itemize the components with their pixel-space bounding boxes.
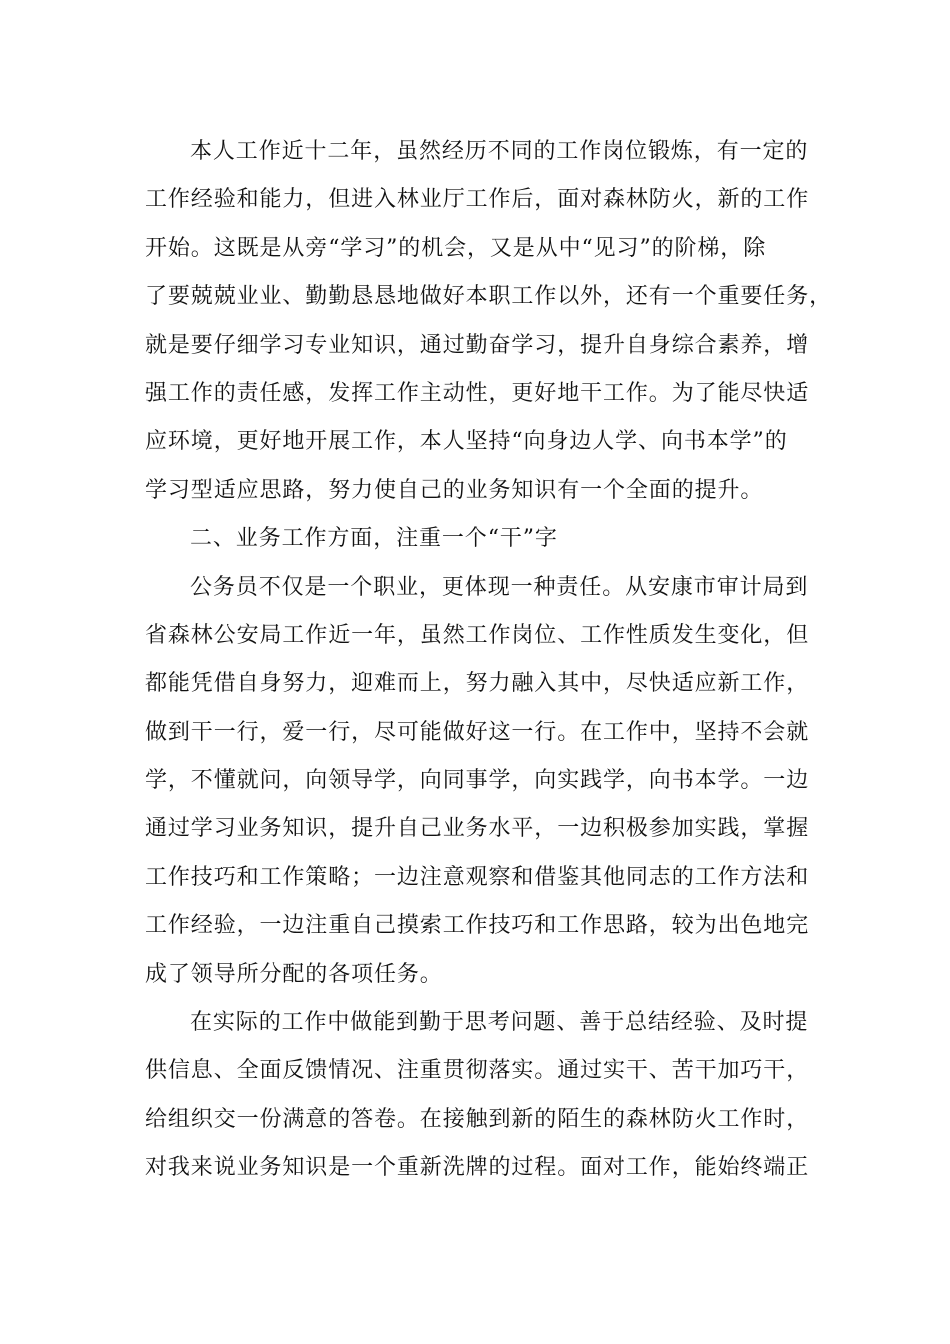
paragraph-1-line-3: 开始。这既是从旁“学习”的机会，又是从中“见习”的阶梯，除 xyxy=(145,235,767,261)
paragraph-2-line-2: 省森林公安局工作近一年，虽然工作岗位、工作性质发生变化，但 xyxy=(145,622,810,648)
paragraph-2-line-6: 通过学习业务知识，提升自己业务水平，一边积极参加实践，掌握 xyxy=(145,816,810,842)
section-heading: 二、业务工作方面，注重一个“干”字 xyxy=(190,526,558,552)
paragraph-2-line-5: 学，不懂就问，向领导学，向同事学，向实践学，向书本学。一边 xyxy=(145,768,810,794)
paragraph-1-line-2: 工作经验和能力，但进入林业厅工作后，面对森林防火，新的工作 xyxy=(145,187,810,213)
paragraph-2-line-9: 成了领导所分配的各项任务。 xyxy=(145,961,443,987)
paragraph-2-line-3: 都能凭借自身努力，迎难而上，努力融入其中，尽快适应新工作， xyxy=(145,671,810,697)
paragraph-2-line-8: 工作经验，一边注重自己摸索工作技巧和工作思路，较为出色地完 xyxy=(145,913,810,939)
paragraph-3-line-4: 对我来说业务知识是一个重新洗牌的过程。面对工作，能始终端正 xyxy=(145,1155,810,1181)
paragraph-2-line-4: 做到干一行，爱一行，尽可能做好这一行。在工作中，坚持不会就 xyxy=(145,719,810,745)
document-body xyxy=(145,128,833,1193)
paragraph-1-line-6: 强工作的责任感，发挥工作主动性，更好地干工作。为了能尽快适 xyxy=(145,380,810,406)
paragraph-3-line-2: 供信息、全面反馈情况、注重贯彻落实。通过实干、苦干加巧干， xyxy=(145,1058,810,1084)
paragraph-1-line-8: 学习型适应思路，努力使自己的业务知识有一个全面的提升。 xyxy=(145,477,764,503)
paragraph-1-line-1: 本人工作近十二年，虽然经历不同的工作岗位锻炼，有一定的 xyxy=(190,139,809,164)
paragraph-1-line-7: 应环境，更好地开展工作，本人坚持“向身边人学、向书本学”的 xyxy=(145,429,788,455)
paragraph-3-line-3: 给组织交一份满意的答卷。在接触到新的陌生的森林防火工作时， xyxy=(145,1106,810,1132)
paragraph-3-line-1: 在实际的工作中做能到勤于思考问题、善于总结经验、及时提 xyxy=(190,1010,809,1036)
paragraph-1-line-4: 了要兢兢业业、勤勤恳恳地做好本职工作以外，还有一个重要任务， xyxy=(145,284,833,310)
paragraph-2-line-7: 工作技巧和工作策略；一边注意观察和借鉴其他同志的工作方法和 xyxy=(145,864,810,890)
paragraph-1-line-5: 就是要仔细学习专业知识，通过勤奋学习，提升自身综合素养，增 xyxy=(145,332,810,358)
paragraph-2-line-1: 公务员不仅是一个职业，更体现一种责任。从安康市审计局到 xyxy=(190,574,809,600)
